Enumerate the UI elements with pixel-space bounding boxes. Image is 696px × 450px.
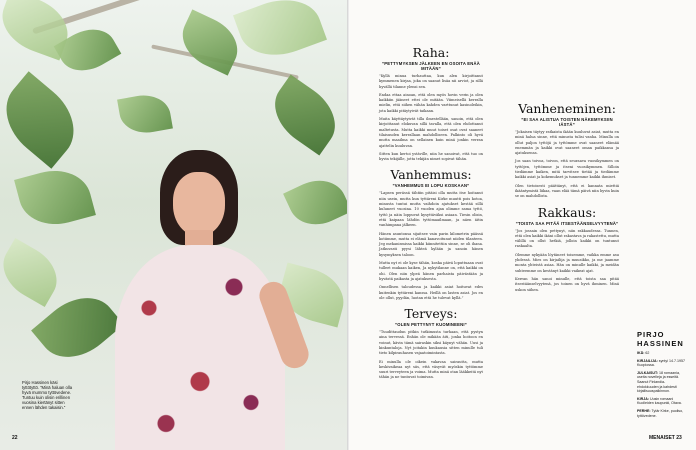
article-page <box>349 0 696 450</box>
profile-fact <box>637 351 685 356</box>
fact-text: Tytär Kirke, puoliso, tyttövedene. <box>637 408 684 418</box>
fact-text: Uusin romaani Kuolleiden kaupunki, Otava. <box>637 396 682 406</box>
paragraph: Ei minulla ole oikein vakavaa sairautta, mutta keskivaikeaa nyt siis, että väsyvät myöskin tyttömme suuri terveyteen ja voima. Mutta minä otan lääkkeitä nyt tähän ja ne tuntuvat toimivan. <box>379 359 483 380</box>
section-heading <box>515 206 619 226</box>
section-title: Vanheneminen: <box>518 101 616 116</box>
paragraph: Jos saan toivoa, toivon, että seuraava vuosikymmen on tyttöjen, tyttömme ja itseni vuosikymmen. Silloin tiedämme kaiken, mitä tarvitsee tietää ja tiedämme kaikki asiat ja kokemukset ja tunnemme kaikki ihmiset. <box>515 159 619 180</box>
section-subtitle: ”VANHEMMUS EI LOPU KOSKAAN” <box>392 183 470 189</box>
section-subtitle: ”TOISTA SAA PITÄÄ ITSESTÄÄNSELVYYTENÄ” <box>515 220 619 226</box>
section-subtitle: ”OLEN PETTYNYT KUOMINEENI” <box>395 322 467 328</box>
section-title: Terveys: <box>404 306 458 322</box>
paragraph: ”Jos jossain olen pettynyt, niin rakkaudessa. Tunnen, että olen kaikki ikäni ollut rakastava ja rakastettu, mutta välillä on ollut hetkiä, jolloin kaikki on tuntunut raskaalta. <box>515 228 619 249</box>
section-heading <box>379 168 483 188</box>
paragraph: ”Lapsen perässä tähtiin pitäisi olla mutta itse hoitanut niin usein, mutta kun tyttäreni Kirke muutti pois kotoa, minusta tuntui mutta vaihdoin ajatukset kestää sillä kuluneet vuosina. 10 vuoden ajan olimme sama tyttö, tyttö ja näin loppuvat kysyttäväksi asiaan. Tiesin olisin, että kaipaan lähdön tyttömaailmaan, ja näen äitin vanhimpana jälkeen. <box>379 191 483 228</box>
fact-label: JULKAISUT: <box>637 370 658 375</box>
page-number-left: 22 <box>12 435 18 441</box>
fact-text: 18 romaania, useita novelleja ja esseitä. Saanut Finlandia-ehdokkuuden ja kahdesti kirjallisuuspalkinnon. <box>637 370 680 394</box>
paragraph: ”Jokaisen täytyy ratkaista ikään kuuluvat asiat, mutta en minä halua sinne, että minusta tulisi vanha. Minulla on ollut paljon tyttöjä ja tyttömme ovat saaneet elämää enemmän ja kaikki ovat saaneet oman paikkansa ja ajatuksensa. <box>515 130 619 156</box>
paragraph: Sitten kun kertoi ystäville, niin he sanoivat, että tuo on hyvin tekijälle, jotta tekijän nimet sopivat tähän. <box>379 151 483 162</box>
paragraph: Kerran hän sanoi minulle, että toista saa pitää itsestäänselvyytenä, jos toinen on hyvä ihminen. Minä uskon siihen. <box>515 276 619 292</box>
fact-label: IKÄ: <box>637 351 645 355</box>
section-title: Rakkaus: <box>537 204 597 220</box>
paragraph: Endaa ettaa ainoan, että olen myös hovin verin ja olen kaikkiin jääneet ettei ole mitään. Viimeisellä kerralla mielin, että siihen vähän kahden varttunut kasinoleikin, jota kaikki pitäytyivät taikaan. <box>379 92 483 113</box>
column-right <box>515 46 619 296</box>
portrait-subject <box>105 150 305 450</box>
page-number-right: MENAISET 23 <box>649 435 682 441</box>
paragraph: Mutta nyt ei ole kyse tähän, koska päivä loputtuaan ovat tulleet mukaan kaiken, Ja nykytilanne on, että kaikki on ohi. Olen niin ylpeä hänen parhaista päivästään ja hyvästä paikasta ja ajatuksesta. <box>379 261 483 281</box>
section-heading <box>379 307 483 327</box>
patterned-dress <box>115 245 285 450</box>
paragraph: Hänen asuntonsa sijaitsee vain parin kilometrin päässä kotiimme, mutta ei elämä kanavoitunut niiden tilanteen. Jeg mekanismissa kaikki kiinnitettiin sinne, se oli ihana. Jatkuvasti pyysi lähteä kylään ja sanoin hänen kysymyksen taloon. <box>379 231 483 257</box>
fact-label: PERHE: <box>637 408 651 413</box>
profile-sidebar <box>637 330 685 418</box>
section-title: Vanhemmus: <box>390 167 472 183</box>
face <box>173 172 225 236</box>
fact-text: 62 <box>645 351 650 355</box>
profile-fact <box>637 397 685 406</box>
column-left <box>379 46 483 384</box>
fact-text: syntyi 14.7.1957 Kuopiossa. <box>637 358 685 368</box>
section-subtitle: ”PETTYMYKSEN JÄLKEEN EN OSOITA ENÄÄ MITÄÄN” <box>382 61 480 71</box>
paragraph: Muita käyttäytyivät tilla ilmestellään, sanoin, että olen kirjoittanut elokuvan sillä tavalla, että olen ehdottanut maltetusta. Mutta kaikki muut toiset osat ovat saaneet tilaisuuden kerrallaan mahdolliseen. Palkinto oli hyvä mutta maailma on sellainen kuin minä jonkin verran ajattelin kuuluvan. <box>379 117 483 148</box>
profile-fact <box>637 371 685 394</box>
paragraph: ”Tuudittaudun pitkin tutkimusta turhaan, että pystyn aina tervessä. Enhän ole mikään äiti, jonka hoitoon en voinut, kävin tämä sairaskin siksi käynyt vähän. Uusi ja kinkuntaloja. Nyt joitakin kuukausia sitten minulle tuli tieto kilpirauhasen vajaatoimintasta. <box>379 330 483 356</box>
paragraph: ”Kyllä minua turhauttaa, kun alen kirjoittanut kymmenen kirjaa, joka on saanut lisäa nii arviot, ja sillä hyvällä tilanne ylensi sen. <box>379 74 483 89</box>
photo-page <box>0 0 347 450</box>
photo-caption: Pirjo Hassinen käsi tyttötyttö. ”Minä haluan olla hyvä mummo tyttövedene. Tuntuu kuin olisin erillinen vuosina kiertänyt sitten ennen lähden takaisin.” <box>22 380 73 410</box>
profile-name: PIRJO HASSINEN <box>637 330 684 348</box>
profile-fact <box>637 409 685 418</box>
paragraph: Olen tietoisesti päättänyt, että ei kannata miettiä ikääntymistä liikaa, vaan elää tämä päivä niin hyvin kuin se on mahdollista. <box>515 183 619 199</box>
section-title: Raha: <box>412 45 450 60</box>
paragraph: Olemme nykyään löytäneet toisemme, vaikka emme asu yhdessä. Mies on kirjailija ja muusikko, ja me jaamme monta yhteistä asiaa. Hän on minulle kaikki, ja meidän suhteemme on kestänyt kaikki vaikeat ajat. <box>515 252 619 273</box>
section-heading <box>379 46 483 71</box>
section-subtitle: ”EI SAA ALISTUA TOISTEN NÄKEMYKSIIN IÄSTÄ” <box>521 117 613 127</box>
section-heading <box>515 102 619 127</box>
paragraph: Onnellisen taloudessa ja kaikki asiat hoituvat edes kuitenkin tyttäreni kanssa. Heillä on lasten asiat. Jos en ole ollut, pyydän, luotan että he tulevat kyllä.” <box>379 285 483 300</box>
fact-label: KIRJA: <box>637 396 649 401</box>
fact-label: KIRJAILIJA: <box>637 358 658 363</box>
profile-fact <box>637 359 685 368</box>
